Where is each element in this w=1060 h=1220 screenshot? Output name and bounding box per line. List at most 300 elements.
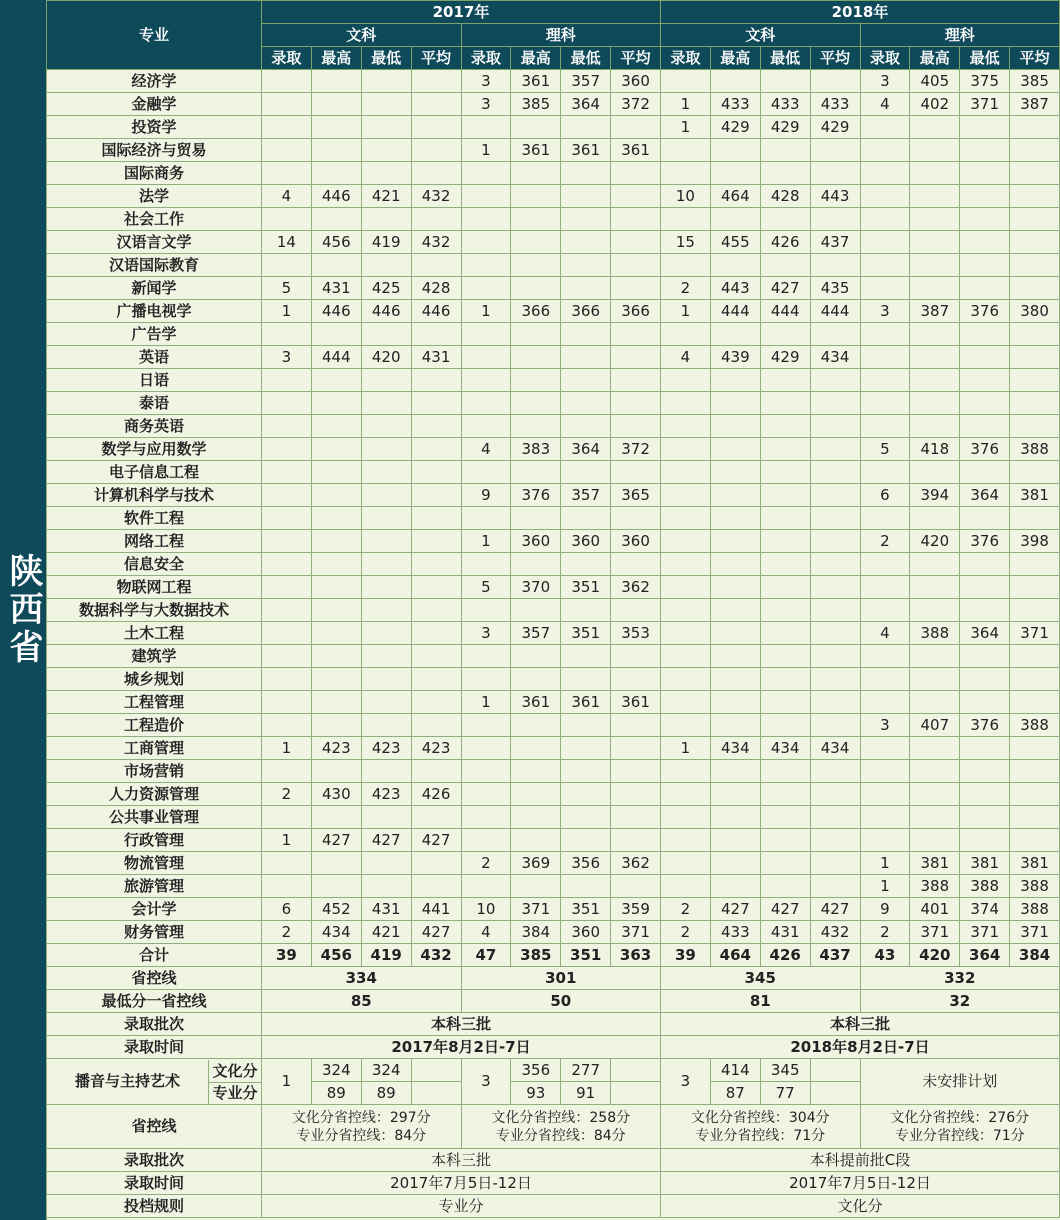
score-cell: 2 [461,852,511,875]
score-cell [262,553,312,576]
score-cell [710,530,760,553]
score-cell [311,576,361,599]
score-cell [1010,507,1060,530]
score-cell [262,162,312,185]
score-cell [860,691,910,714]
score-cell [661,829,711,852]
score-cell [910,760,960,783]
score-cell [810,484,860,507]
score-cell [561,806,611,829]
score-cell [1010,645,1060,668]
score-cell [411,415,461,438]
score-cell: 1 [461,300,511,323]
score-cell [760,484,810,507]
score-cell [411,760,461,783]
score-cell [262,691,312,714]
score-cell [810,622,860,645]
score-cell [661,576,711,599]
score-cell [461,461,511,484]
score-cell [611,162,661,185]
score-cell [910,208,960,231]
score-cell: 385 [511,944,561,967]
score-cell [361,392,411,415]
score-cell [611,553,661,576]
score-cell [411,438,461,461]
major-name: 工商管理 [47,737,262,760]
score-cell: 433 [810,93,860,116]
score-cell: 423 [411,737,461,760]
score-cell: 363 [611,944,661,967]
table-row [47,300,1060,323]
score-cell [411,530,461,553]
score-cell [262,645,312,668]
score-cell [1010,139,1060,162]
score-cell [411,484,461,507]
score-cell [262,806,312,829]
table-row [47,231,1060,254]
score-cell: 371 [910,921,960,944]
score-cell: 3 [860,300,910,323]
score-cell [361,645,411,668]
score-cell [262,760,312,783]
score-cell: 365 [611,484,661,507]
score-cell [511,277,561,300]
score-cell [910,162,960,185]
batch-row: 录取批次 本科三批 本科三批 [47,1013,1060,1036]
score-cell: 361 [611,139,661,162]
score-cell [262,392,312,415]
score-cell: 6 [860,484,910,507]
score-cell [511,760,561,783]
score-cell [611,254,661,277]
score-cell [611,760,661,783]
score-cell [760,323,810,346]
score-cell [960,783,1010,806]
score-cell: 427 [760,277,810,300]
score-cell [311,116,361,139]
score-cell [1010,208,1060,231]
score-cell [860,599,910,622]
table-row [47,346,1060,369]
header-col: 最低 [361,47,411,70]
score-cell [760,530,810,553]
score-cell [461,645,511,668]
score-cell: 6 [262,898,312,921]
score-cell [561,737,611,760]
score-cell [511,116,561,139]
score-cell: 426 [760,944,810,967]
score-cell [960,162,1010,185]
score-cell: 3 [262,346,312,369]
header-track: 文科 [661,24,861,47]
score-cell [661,162,711,185]
score-cell [262,461,312,484]
score-cell [810,645,860,668]
score-cell [461,806,511,829]
score-cell [860,553,910,576]
score-cell [860,392,910,415]
score-cell [361,691,411,714]
art-sub-major: 专业分 [212,1083,258,1102]
score-cell: 371 [1010,921,1060,944]
score-cell [511,668,561,691]
score-cell [361,668,411,691]
score-cell: 2 [262,783,312,806]
score-cell [810,139,860,162]
score-cell: 381 [1010,484,1060,507]
score-cell: 1 [661,737,711,760]
header-col: 平均 [810,47,860,70]
score-cell [910,829,960,852]
art-control-2018-wen: 文化分省控线：304分 专业分省控线：71分 [661,1105,861,1149]
score-cell [561,507,611,530]
score-cell [411,139,461,162]
score-cell [262,93,312,116]
table-row [47,139,1060,162]
score-cell [860,185,910,208]
score-cell: 351 [561,944,611,967]
score-cell: 351 [561,622,611,645]
score-cell [760,668,810,691]
score-cell: 351 [561,576,611,599]
score-cell [311,323,361,346]
score-cell [710,323,760,346]
score-cell [611,277,661,300]
score-cell [611,783,661,806]
score-cell [262,438,312,461]
score-cell [810,323,860,346]
score-cell [511,553,561,576]
score-cell [411,254,461,277]
score-cell [760,139,810,162]
score-cell [611,231,661,254]
major-name: 市场营销 [47,760,262,783]
score-cell [710,645,760,668]
score-cell [361,254,411,277]
score-cell [710,576,760,599]
score-cell [960,553,1010,576]
score-cell: 4 [461,438,511,461]
score-cell [611,208,661,231]
score-cell [710,852,760,875]
score-cell: 428 [760,185,810,208]
table-row [47,576,1060,599]
score-cell: 432 [411,185,461,208]
major-name: 日语 [47,369,262,392]
score-cell [810,162,860,185]
score-cell: 1 [262,829,312,852]
score-cell: 366 [611,300,661,323]
score-cell: 376 [960,714,1010,737]
score-cell: 353 [611,622,661,645]
score-cell: 421 [361,921,411,944]
score-cell: 456 [311,944,361,967]
table-row [47,415,1060,438]
score-cell [461,714,511,737]
score-cell [262,116,312,139]
score-cell: 434 [710,737,760,760]
score-cell [311,254,361,277]
score-cell: 357 [561,484,611,507]
score-cell: 429 [760,346,810,369]
score-cell [411,645,461,668]
score-cell [611,116,661,139]
score-cell [461,760,511,783]
table-row [47,760,1060,783]
score-cell [710,254,760,277]
score-cell [860,507,910,530]
score-cell [661,507,711,530]
score-cell: 5 [262,277,312,300]
score-cell [810,70,860,93]
major-name: 行政管理 [47,829,262,852]
score-cell [661,622,711,645]
score-cell: 2 [661,921,711,944]
score-cell [960,415,1010,438]
score-cell [1010,599,1060,622]
score-cell: 1 [461,530,511,553]
score-cell [910,116,960,139]
score-cell [511,737,561,760]
table-row [47,208,1060,231]
score-cell: 398 [1010,530,1060,553]
admission-time-row: 录取时间 2017年8月2日-7日 2018年8月2日-7日 [47,1036,1060,1059]
score-cell [661,323,711,346]
score-cell: 432 [411,231,461,254]
art-control-row: 省控线 文化分省控线：297分 专业分省控线：84分 文化分省控线：258分 专业分省控线：84分 文化分省控线：304分 专业分省控线：71分 文化分省控线：276分 专业分省控线：71分 [47,1105,1060,1149]
score-cell: 371 [960,93,1010,116]
score-cell: 376 [960,300,1010,323]
score-cell [311,852,361,875]
score-cell: 426 [411,783,461,806]
score-cell [311,691,361,714]
score-cell [1010,369,1060,392]
score-cell [262,599,312,622]
score-cell [661,691,711,714]
header-col: 平均 [1010,47,1060,70]
major-name: 经济学 [47,70,262,93]
score-cell [311,760,361,783]
control-line-row: 省控线 334 301 345 332 [47,967,1060,990]
header-track: 文科 [262,24,462,47]
major-name: 土木工程 [47,622,262,645]
score-cell: 4 [461,921,511,944]
score-cell [760,70,810,93]
score-cell [561,415,611,438]
score-cell: 1 [860,875,910,898]
score-cell: 427 [810,898,860,921]
score-cell: 441 [411,898,461,921]
header-major: 专业 [47,1,262,70]
score-cell: 375 [960,70,1010,93]
art-rule-row: 投档规则 专业分 文化分 [47,1195,1060,1218]
major-name: 软件工程 [47,507,262,530]
score-cell [860,829,910,852]
header-year-2018: 2018年 [661,1,1060,24]
score-cell [960,323,1010,346]
score-cell: 371 [960,921,1010,944]
score-cell [1010,162,1060,185]
score-cell [1010,277,1060,300]
score-cell: 433 [710,93,760,116]
score-cell [710,714,760,737]
score-cell [960,185,1010,208]
score-cell [710,668,760,691]
score-cell [710,622,760,645]
score-cell: 360 [611,530,661,553]
score-cell [810,254,860,277]
score-cell [511,829,561,852]
score-cell [361,461,411,484]
score-cell [461,185,511,208]
major-name: 网络工程 [47,530,262,553]
score-cell: 427 [361,829,411,852]
score-cell: 1 [661,93,711,116]
score-cell [262,668,312,691]
score-cell: 429 [710,116,760,139]
score-cell [960,691,1010,714]
major-name: 旅游管理 [47,875,262,898]
score-cell [461,277,511,300]
score-cell [311,484,361,507]
art-count-2017-wen: 1 [262,1059,312,1105]
major-name: 金融学 [47,93,262,116]
score-cell [1010,737,1060,760]
score-cell: 423 [311,737,361,760]
score-cell [511,392,561,415]
table-row [47,185,1060,208]
score-cell [561,714,611,737]
score-cell [361,162,411,185]
score-cell [760,714,810,737]
score-cell [810,415,860,438]
header-col: 平均 [411,47,461,70]
header-col: 最低 [760,47,810,70]
score-cell: 434 [810,346,860,369]
table-row [47,898,1060,921]
score-cell [411,806,461,829]
score-cell [361,116,411,139]
score-cell [411,369,461,392]
score-cell: 351 [561,898,611,921]
score-cell [910,323,960,346]
score-cell [960,599,1010,622]
score-cell [910,415,960,438]
header-col: 最低 [561,47,611,70]
score-cell [760,760,810,783]
score-cell [311,162,361,185]
score-cell: 433 [760,93,810,116]
score-cell: 407 [910,714,960,737]
score-cell: 47 [461,944,511,967]
score-cell [311,622,361,645]
score-cell: 369 [511,852,561,875]
score-cell [910,185,960,208]
score-cell [810,760,860,783]
score-cell [1010,116,1060,139]
score-cell: 15 [661,231,711,254]
major-name: 工程造价 [47,714,262,737]
score-cell [511,875,561,898]
score-cell [1010,185,1060,208]
art-count-2017-li: 3 [461,1059,511,1105]
score-cell [411,461,461,484]
score-cell: 381 [960,852,1010,875]
major-name: 泰语 [47,392,262,415]
score-cell [710,392,760,415]
header-col: 录取 [860,47,910,70]
score-cell: 446 [411,300,461,323]
score-cell [511,369,561,392]
score-cell [760,599,810,622]
table-row [47,254,1060,277]
score-cell: 14 [262,231,312,254]
score-cell [561,277,611,300]
score-cell [910,576,960,599]
major-name: 公共事业管理 [47,806,262,829]
score-cell: 387 [910,300,960,323]
score-cell [611,645,661,668]
score-cell: 376 [960,438,1010,461]
score-cell [411,392,461,415]
score-cell [661,70,711,93]
score-cell: 366 [511,300,561,323]
score-cell: 364 [960,484,1010,507]
score-cell [860,737,910,760]
score-cell: 431 [361,898,411,921]
score-cell [810,208,860,231]
table-row [47,714,1060,737]
major-name: 广告学 [47,323,262,346]
score-cell [262,576,312,599]
score-cell: 431 [760,921,810,944]
score-cell [910,507,960,530]
score-cell: 427 [710,898,760,921]
art-culture-row: 播音与主持艺术 文化分 专业分 1 324 324 3 356 277 3 414 345 未安排计划 [47,1059,1060,1082]
score-cell [561,208,611,231]
major-name: 物流管理 [47,852,262,875]
score-cell: 432 [810,921,860,944]
score-cell: 427 [411,921,461,944]
score-cell: 371 [511,898,561,921]
score-cell [910,806,960,829]
score-cell [810,783,860,806]
score-cell [311,369,361,392]
table-row [47,921,1060,944]
score-cell [960,737,1010,760]
score-cell [810,507,860,530]
score-cell [760,461,810,484]
table-row [47,507,1060,530]
score-cell [361,208,411,231]
score-cell [561,185,611,208]
header-col: 录取 [661,47,711,70]
score-cell: 402 [910,93,960,116]
score-cell [461,346,511,369]
score-cell [710,208,760,231]
score-cell [511,346,561,369]
score-cell [611,714,661,737]
score-cell [411,691,461,714]
score-cell [710,369,760,392]
score-cell: 1 [262,300,312,323]
major-name: 城乡规划 [47,668,262,691]
score-cell [810,852,860,875]
score-cell [960,461,1010,484]
score-cell: 384 [1010,944,1060,967]
score-cell: 360 [611,70,661,93]
score-cell: 366 [561,300,611,323]
